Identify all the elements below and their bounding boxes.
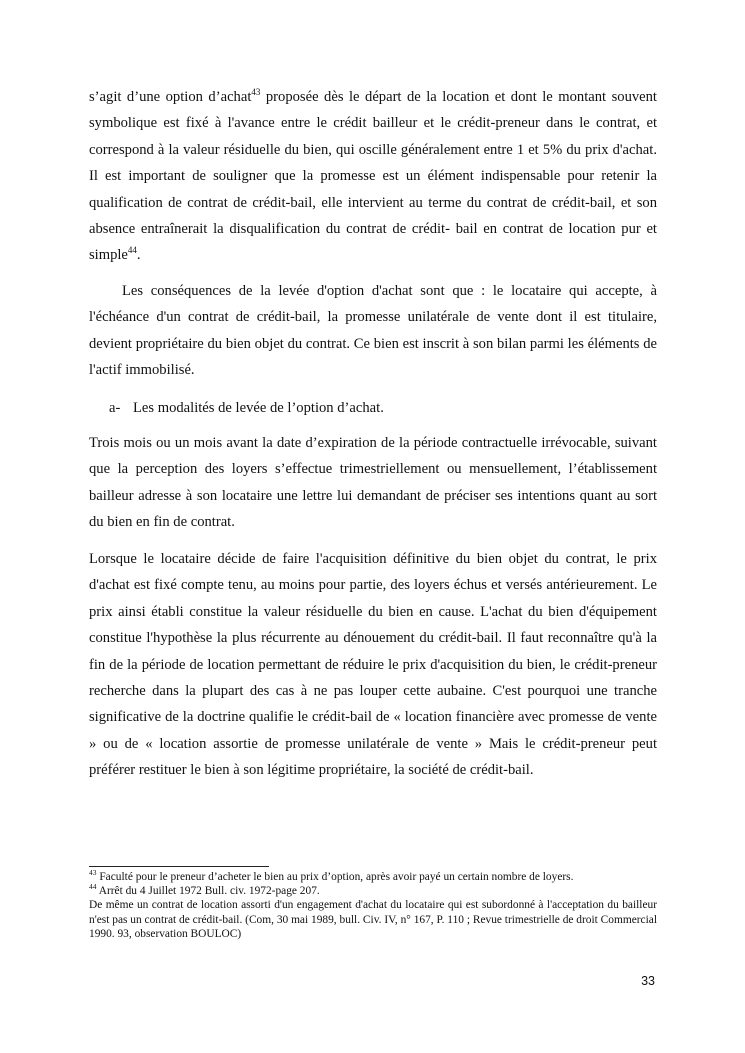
paragraph-consequences [89, 278, 657, 384]
footnote-43 [89, 870, 657, 884]
footnote-ref-44[interactable]: 44 [127, 245, 137, 256]
footnote-number: 43 [89, 868, 97, 878]
footnote-text: Faculté pour le preneur d’acheter le bien au prix d’option, après avoir payé un certain nombre de loyers. [96, 871, 574, 883]
page-number: 33 [641, 974, 655, 988]
paragraph-option-achat [89, 84, 657, 269]
footnote-number: 44 [89, 882, 97, 892]
heading-marker: a- [109, 400, 121, 416]
paragraph-text: s’agit d’une option d’achat [89, 89, 252, 105]
section-heading [109, 395, 384, 421]
paragraph-text: proposée dès le départ de la location et dont le montant souvent symbolique est fixé à l'avance entre le crédit bailleur et le crédit-preneur dans le contrat, et correspond à la valeur résiduelle du bien, qui oscille généralement entre 1 et 5% du prix d'achat. Il est important de souligner que la promesse est un élément indispensable pour retenir la qualification de contrat de crédit-bail, elle intervient au terme du contrat de crédit-bail, et son absence entraînerait la disqualification du contrat de crédit- bail en contrat de location pur et simple [89, 89, 657, 264]
paragraph-text: Lorsque le locataire décide de faire l'acquisition définitive du bien objet du contrat, le prix d'achat est fixé compte tenu, au moins pour partie, des loyers échus et versés antérieurement. Le prix ainsi établi constitue la valeur résiduelle du bien en cause. L'achat du bien d'équipement constitue l'hypothèse la plus récurrente au dénouement du crédit-bail. Il faut reconnaître qu'à la fin de la période de location permettant de réduire le prix d'acquisition du bien, le crédit-preneur recherche dans la plupart des cas à ne pas louper cette aubaine. C'est pourquoi une tranche significative de la doctrine qualifie le crédit-bail de « location financière avec promesse de vente » ou de « location assortie de promesse unilatérale de vente » Mais le crédit-preneur peut préférer restituer le bien à son légitime propriétaire, la société de crédit-bail. [89, 551, 657, 779]
paragraph-acquisition [89, 546, 657, 784]
footnote-separator [89, 866, 269, 867]
footnotes [89, 870, 657, 941]
paragraph-text: Trois mois ou un mois avant la date d’expiration de la période contractuelle irrévocable, suivant que la perception des loyers s’effectue trimestriellement ou mensuellement, l’établissement bailleur adresse à son locataire une lettre lui demandant de préciser ses intentions quant au sort du bien en fin de contrat. [89, 435, 657, 531]
footnote-text: Arrêt du 4 Juillet 1972 Bull. civ. 1972-page 207. [96, 885, 320, 898]
paragraph-text: Les conséquences de la levée d'option d'achat sont que : le locataire qui accepte, à l'échéance d'un contrat de crédit-bail, la promesse unilatérale de vente dont il est titulaire, devient propriétaire du bien objet du contrat. Ce bien est inscrit à son bilan parmi les éléments de l'actif immobilisé. [89, 283, 657, 379]
paragraph-end: . [136, 247, 141, 264]
footnote-continuation: De même un contrat de location assorti d'un engagement d'achat du locataire qui est subordonné à l'acceptation du bailleur n'est pas un contrat de crédit-bail. (Com, 30 mai 1989, bull. Civ. IV, n° 167, P. 110 ; Revue trimestrielle de droit Commercial 1990. 93, observation BOULOC) [89, 899, 657, 940]
footnote-44 [89, 884, 657, 898]
heading-text: Les modalités de levée de l’option d’achat. [133, 400, 384, 416]
paragraph-trois-mois [89, 430, 657, 536]
footnote-ref-43[interactable]: 43 [251, 87, 261, 98]
